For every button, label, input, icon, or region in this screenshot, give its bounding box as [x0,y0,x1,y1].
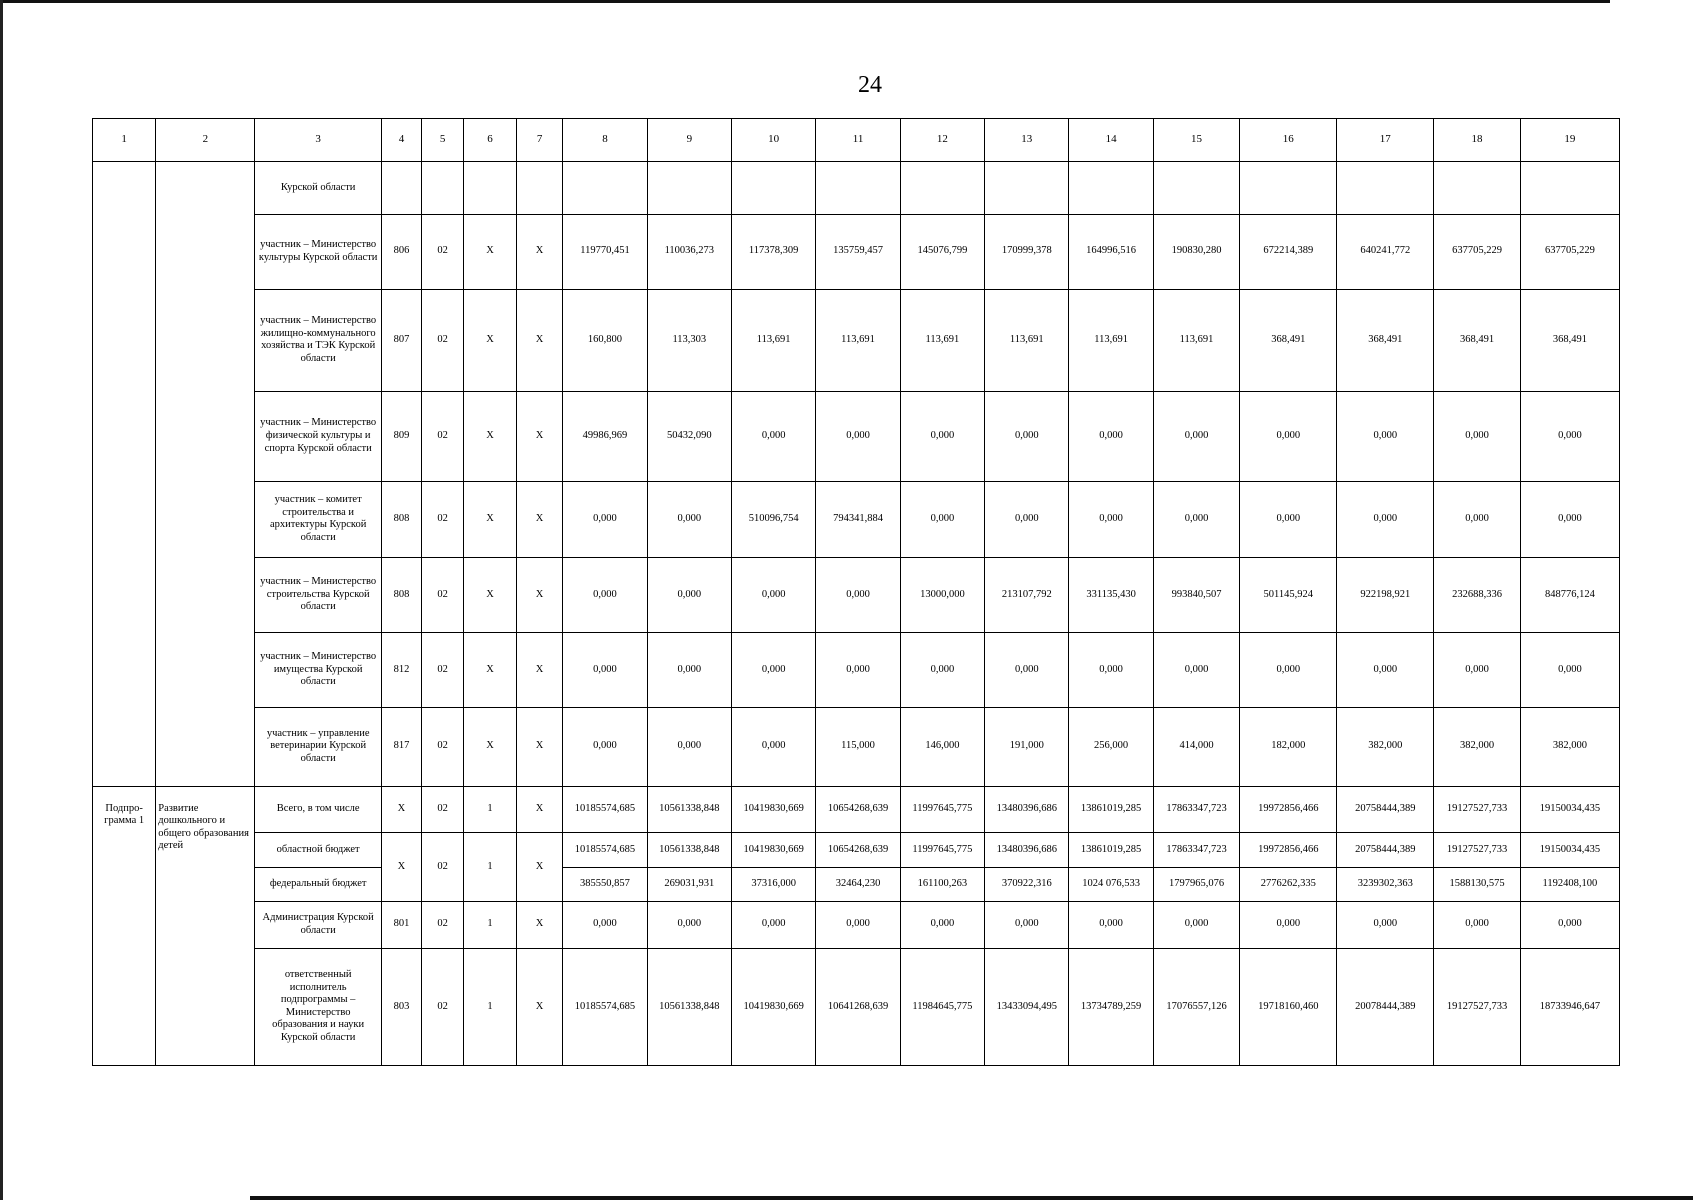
value-cell: 269031,931 [647,867,731,901]
code-cell: Х [516,707,562,786]
code-cell: Х [516,558,562,633]
value-cell: 0,000 [1337,901,1434,948]
code-cell: Х [516,901,562,948]
empty-cell [647,161,731,214]
value-cell: 382,000 [1434,707,1520,786]
value-cell: 10654268,639 [816,833,900,867]
value-cell: 3239302,363 [1337,867,1434,901]
value-cell: 385550,857 [563,867,647,901]
value-cell: 0,000 [1520,481,1619,558]
column-number: 16 [1240,119,1337,162]
value-cell: 637705,229 [1434,214,1520,289]
value-cell: 0,000 [563,558,647,633]
federal-budget-label: федеральный бюджет [255,867,382,901]
code-cell: Х [516,391,562,481]
value-cell: 501145,924 [1240,558,1337,633]
column-number: 9 [647,119,731,162]
value-cell: 0,000 [1337,481,1434,558]
value-cell: 0,000 [816,558,900,633]
value-cell: 146,000 [900,707,984,786]
value-cell: 0,000 [1240,901,1337,948]
value-cell: 0,000 [1153,632,1239,707]
value-cell: 19127527,733 [1434,786,1520,833]
value-cell: 10561338,848 [647,833,731,867]
value-cell: 0,000 [1069,901,1153,948]
value-cell: 113,691 [1153,289,1239,391]
value-cell: 637705,229 [1520,214,1619,289]
table-row [93,786,1620,833]
value-cell: 368,491 [1434,289,1520,391]
column-number: 4 [381,119,421,162]
code-cell: Х [381,786,421,833]
participant-name: участник – управление ветеринарии Курской области [255,707,382,786]
code-cell: 02 [422,481,464,558]
value-cell: 0,000 [1153,481,1239,558]
table-row [93,833,1620,867]
code-cell: Х [516,481,562,558]
value-cell: 370922,316 [985,867,1069,901]
participant-name: участник – Министерство жилищно-коммунального хозяйства и ТЭК Курской области [255,289,382,391]
scan-border-top [0,0,1610,3]
empty-cell [900,161,984,214]
value-cell: 794341,884 [816,481,900,558]
table-body [93,119,1620,1066]
value-cell: 0,000 [647,481,731,558]
code-cell: 809 [381,391,421,481]
value-cell: 1192408,100 [1520,867,1619,901]
value-cell: 0,000 [985,391,1069,481]
value-cell: 368,491 [1337,289,1434,391]
code-cell: 02 [422,391,464,481]
table-row [93,707,1620,786]
value-cell: 0,000 [1069,481,1153,558]
value-cell: 922198,921 [1337,558,1434,633]
value-cell: 10419830,669 [732,786,816,833]
value-cell: 0,000 [647,901,731,948]
value-cell: 0,000 [1069,391,1153,481]
empty-cell [1337,161,1434,214]
empty-cell [1069,161,1153,214]
column-1-blank [93,161,156,786]
value-cell: 0,000 [1434,391,1520,481]
value-cell: 0,000 [563,901,647,948]
value-cell: 510096,754 [732,481,816,558]
value-cell: 113,691 [985,289,1069,391]
value-cell: 0,000 [900,901,984,948]
code-cell: 801 [381,901,421,948]
value-cell: 19150034,435 [1520,833,1619,867]
value-cell: 672214,389 [1240,214,1337,289]
value-cell: 13000,000 [900,558,984,633]
column-number: 13 [985,119,1069,162]
responsible-label: Курской области [255,161,382,214]
value-cell: 0,000 [985,632,1069,707]
subprogram-code: Подпро-грамма 1 [93,786,156,1065]
value-cell: 13480396,686 [985,833,1069,867]
value-cell: 161100,263 [900,867,984,901]
value-cell: 382,000 [1337,707,1434,786]
code-cell: Х [381,833,421,901]
code-cell: 02 [422,214,464,289]
value-cell: 0,000 [563,707,647,786]
value-cell: 0,000 [816,391,900,481]
value-cell: 17863347,723 [1153,786,1239,833]
empty-cell [563,161,647,214]
code-cell: 808 [381,558,421,633]
value-cell: 0,000 [1434,632,1520,707]
value-cell: 0,000 [816,632,900,707]
value-cell: 232688,336 [1434,558,1520,633]
column-number: 15 [1153,119,1239,162]
code-cell: 1 [464,948,517,1065]
column-number: 14 [1069,119,1153,162]
code-cell: Х [516,948,562,1065]
code-cell: 812 [381,632,421,707]
value-cell: 119770,451 [563,214,647,289]
code-cell: 02 [422,833,464,901]
value-cell: 113,691 [732,289,816,391]
value-cell: 0,000 [1434,481,1520,558]
responsible-executor-label: ответственный исполнитель подпрограммы – Министерство образования и науки Курской области [255,948,382,1065]
value-cell: 18733946,647 [1520,948,1619,1065]
value-cell: 0,000 [1520,391,1619,481]
code-cell: 02 [422,707,464,786]
value-cell: 11997645,775 [900,833,984,867]
table-row [93,214,1620,289]
value-cell: 0,000 [1337,632,1434,707]
participant-name: участник – Министерство физической культуры и спорта Курской области [255,391,382,481]
empty-cell [464,161,517,214]
column-number: 3 [255,119,382,162]
value-cell: 2776262,335 [1240,867,1337,901]
value-cell: 0,000 [732,632,816,707]
code-cell: Х [464,558,517,633]
value-cell: 10561338,848 [647,948,731,1065]
code-cell: Х [464,289,517,391]
subprogram-name: Развитие дошкольного и общего образования детей [156,786,255,1065]
budget-table [92,118,1620,1066]
value-cell: 848776,124 [1520,558,1619,633]
empty-cell [381,161,421,214]
code-cell: 02 [422,558,464,633]
value-cell: 50432,090 [647,391,731,481]
value-cell: 0,000 [1434,901,1520,948]
participant-name: участник – Министерство культуры Курской области [255,214,382,289]
value-cell: 331135,430 [1069,558,1153,633]
value-cell: 10185574,685 [563,786,647,833]
column-number: 18 [1434,119,1520,162]
code-cell: Х [464,632,517,707]
code-cell: 1 [464,833,517,901]
empty-cell [1153,161,1239,214]
table-row [93,948,1620,1065]
value-cell: 20078444,389 [1337,948,1434,1065]
column-number: 17 [1337,119,1434,162]
table-row [93,161,1620,214]
value-cell: 993840,507 [1153,558,1239,633]
value-cell: 191,000 [985,707,1069,786]
empty-cell [1520,161,1619,214]
empty-cell [422,161,464,214]
value-cell: 0,000 [985,481,1069,558]
value-cell: 0,000 [563,481,647,558]
value-cell: 110036,273 [647,214,731,289]
value-cell: 160,800 [563,289,647,391]
table-row [93,901,1620,948]
code-cell: 1 [464,786,517,833]
value-cell: 10419830,669 [732,948,816,1065]
scan-border-left [0,0,3,1200]
administration-label: Администрация Курской области [255,901,382,948]
participant-name: участник – Министерство имущества Курской области [255,632,382,707]
value-cell: 145076,799 [900,214,984,289]
value-cell: 256,000 [1069,707,1153,786]
code-cell: Х [516,632,562,707]
column-number: 19 [1520,119,1619,162]
value-cell: 0,000 [647,707,731,786]
column-number: 6 [464,119,517,162]
value-cell: 117378,309 [732,214,816,289]
value-cell: 0,000 [1240,391,1337,481]
code-cell: 817 [381,707,421,786]
value-cell: 0,000 [1520,901,1619,948]
table-row [93,289,1620,391]
value-cell: 382,000 [1520,707,1619,786]
table-row [93,481,1620,558]
value-cell: 0,000 [816,901,900,948]
value-cell: 0,000 [732,391,816,481]
code-cell: 02 [422,901,464,948]
value-cell: 115,000 [816,707,900,786]
code-cell: 02 [422,948,464,1065]
value-cell: 113,691 [900,289,984,391]
value-cell: 0,000 [900,632,984,707]
value-cell: 0,000 [1153,391,1239,481]
value-cell: 0,000 [900,391,984,481]
value-cell: 0,000 [1337,391,1434,481]
value-cell: 10185574,685 [563,948,647,1065]
code-cell: 806 [381,214,421,289]
column-number: 1 [93,119,156,162]
empty-cell [985,161,1069,214]
code-cell: Х [464,214,517,289]
value-cell: 10419830,669 [732,833,816,867]
value-cell: 164996,516 [1069,214,1153,289]
value-cell: 0,000 [985,901,1069,948]
value-cell: 640241,772 [1337,214,1434,289]
column-number: 2 [156,119,255,162]
scan-border-bottom [250,1196,1693,1200]
value-cell: 414,000 [1153,707,1239,786]
empty-cell [816,161,900,214]
value-cell: 113,691 [1069,289,1153,391]
empty-cell [516,161,562,214]
code-cell: 1 [464,901,517,948]
value-cell: 0,000 [1153,901,1239,948]
value-cell: 1797965,076 [1153,867,1239,901]
value-cell: 11997645,775 [900,786,984,833]
value-cell: 19972856,466 [1240,786,1337,833]
value-cell: 13734789,259 [1069,948,1153,1065]
total-label: Всего, в том числе [255,786,382,833]
value-cell: 10641268,639 [816,948,900,1065]
value-cell: 135759,457 [816,214,900,289]
value-cell: 19127527,733 [1434,833,1520,867]
code-cell: Х [516,833,562,901]
value-cell: 213107,792 [985,558,1069,633]
value-cell: 11984645,775 [900,948,984,1065]
value-cell: 1588130,575 [1434,867,1520,901]
value-cell: 170999,378 [985,214,1069,289]
value-cell: 0,000 [900,481,984,558]
value-cell: 13861019,285 [1069,786,1153,833]
value-cell: 190830,280 [1153,214,1239,289]
value-cell: 368,491 [1240,289,1337,391]
value-cell: 0,000 [1240,481,1337,558]
value-cell: 19718160,460 [1240,948,1337,1065]
value-cell: 37316,000 [732,867,816,901]
value-cell: 49986,969 [563,391,647,481]
empty-cell [1434,161,1520,214]
table-row [93,632,1620,707]
value-cell: 17076557,126 [1153,948,1239,1065]
value-cell: 182,000 [1240,707,1337,786]
column-number: 10 [732,119,816,162]
value-cell: 0,000 [1240,632,1337,707]
value-cell: 113,691 [816,289,900,391]
table-row [93,558,1620,633]
value-cell: 0,000 [1520,632,1619,707]
column-number: 5 [422,119,464,162]
code-cell: 02 [422,786,464,833]
code-cell: 02 [422,632,464,707]
value-cell: 19127527,733 [1434,948,1520,1065]
participant-name: участник – Министерство строительства Курской области [255,558,382,633]
code-cell: Х [516,289,562,391]
column-number: 8 [563,119,647,162]
value-cell: 19972856,466 [1240,833,1337,867]
value-cell: 13861019,285 [1069,833,1153,867]
value-cell: 10654268,639 [816,786,900,833]
empty-cell [732,161,816,214]
value-cell: 0,000 [732,558,816,633]
code-cell: Х [516,214,562,289]
empty-cell [1240,161,1337,214]
value-cell: 19150034,435 [1520,786,1619,833]
column-number: 11 [816,119,900,162]
page-number: 24 [858,72,882,98]
code-cell: 807 [381,289,421,391]
column-number: 7 [516,119,562,162]
value-cell: 10561338,848 [647,786,731,833]
column-2-blank [156,161,255,786]
header-row [93,119,1620,162]
value-cell: 20758444,389 [1337,786,1434,833]
value-cell: 13433094,495 [985,948,1069,1065]
value-cell: 0,000 [563,632,647,707]
value-cell: 10185574,685 [563,833,647,867]
code-cell: Х [464,481,517,558]
value-cell: 13480396,686 [985,786,1069,833]
code-cell: Х [516,786,562,833]
code-cell: 803 [381,948,421,1065]
value-cell: 0,000 [647,632,731,707]
value-cell: 0,000 [732,901,816,948]
value-cell: 0,000 [647,558,731,633]
value-cell: 1024 076,533 [1069,867,1153,901]
value-cell: 0,000 [732,707,816,786]
code-cell: 808 [381,481,421,558]
value-cell: 20758444,389 [1337,833,1434,867]
value-cell: 368,491 [1520,289,1619,391]
value-cell: 113,303 [647,289,731,391]
value-cell: 0,000 [1069,632,1153,707]
table-row [93,391,1620,481]
regional-budget-label: областной бюджет [255,833,382,867]
column-number: 12 [900,119,984,162]
value-cell: 17863347,723 [1153,833,1239,867]
code-cell: Х [464,707,517,786]
value-cell: 32464,230 [816,867,900,901]
code-cell: 02 [422,289,464,391]
participant-name: участник – комитет строительства и архитектуры Курской области [255,481,382,558]
code-cell: Х [464,391,517,481]
table-row [93,867,1620,901]
